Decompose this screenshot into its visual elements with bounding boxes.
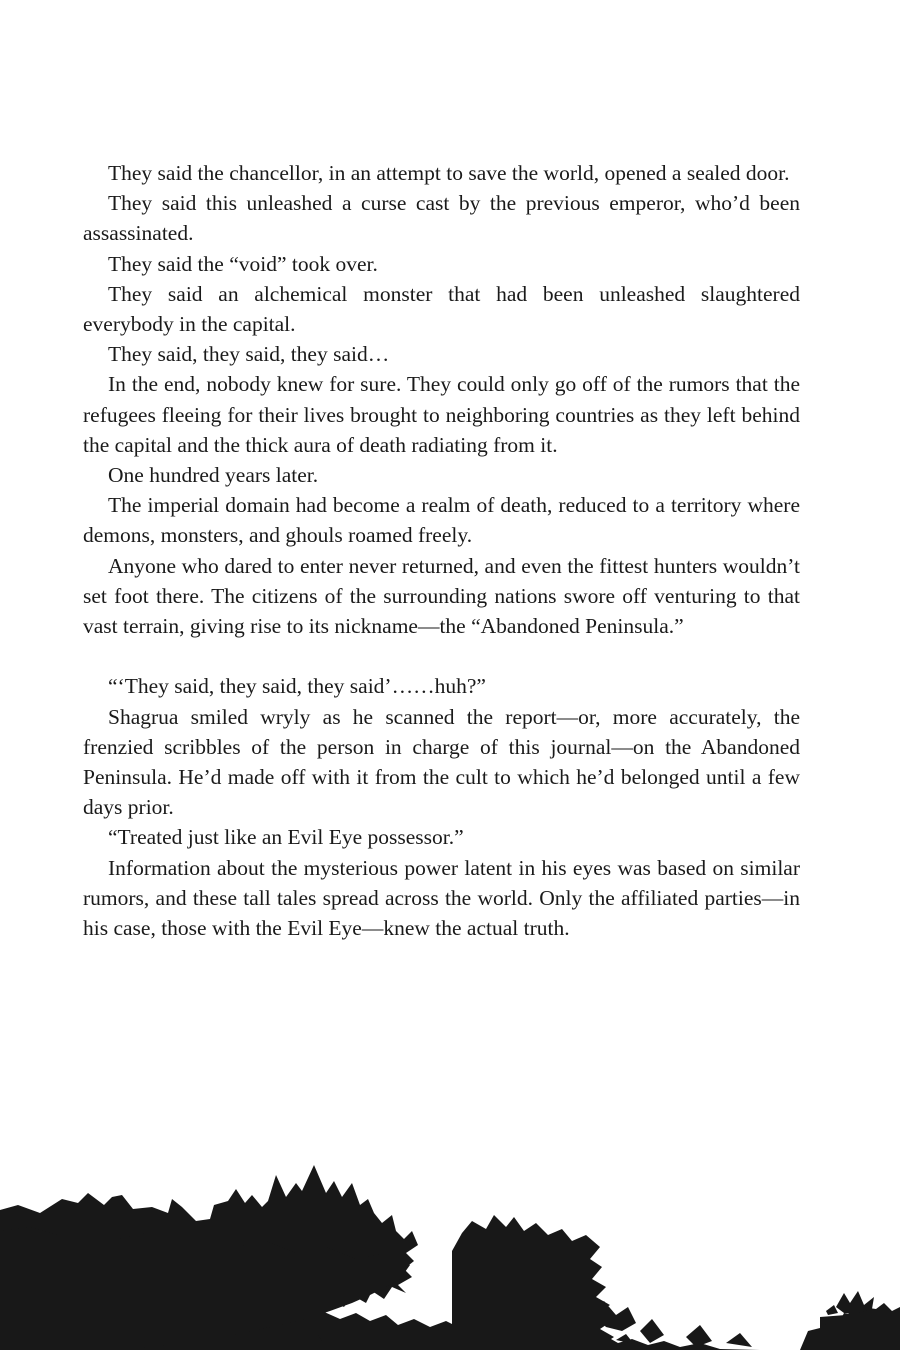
- page-body-text: [83, 158, 800, 943]
- paragraph: They said, they said, they said…: [108, 342, 390, 367]
- section-break: [83, 641, 800, 671]
- ruined-landscape-silhouette-icon: [0, 1135, 900, 1350]
- paragraph: They said the chancellor, in an attempt to save the world, opened a sealed door.: [108, 161, 790, 185]
- paragraph: Anyone who dared to enter never returned, and even the fittest hunters wouldn’t set foot there. The citizens of the surrounding nations swore off venturing to that vast terrain, giving rise to its nickname—the “Abandoned Peninsula.”: [83, 553, 800, 639]
- paragraph: They said an alchemical monster that had been unleashed slaughtered everybody in the capital.: [83, 281, 800, 337]
- paragraph: They said this unleashed a curse cast by the previous emperor, who’d been assassinated.: [83, 191, 800, 246]
- paragraph: “Treated just like an Evil Eye possessor.”: [108, 825, 464, 850]
- paragraph: “‘They said, they said, they said’……huh?”: [108, 674, 486, 699]
- paragraph: Information about the mysterious power latent in his eyes was based on similar rumors, and these tall tales spread across the world. Only the affiliated parties—in his case, those with the Evil Eye—knew the actual truth.: [83, 855, 800, 941]
- paragraph: The imperial domain had become a realm of death, reduced to a territory where demons, monsters, and ghouls roamed freely.: [83, 493, 800, 548]
- paragraph: In the end, nobody knew for sure. They could only go off of the rumors that the refugees fleeing for their lives brought to neighboring countries as they left behind the capital and the thick aura of death radiating from it.: [83, 372, 800, 457]
- paragraph: Shagrua smiled wryly as he scanned the report—or, more accurately, the frenzied scribbles of the person in charge of this journal—on the Abandoned Peninsula. He’d made off with it from the cult to which he’d belonged until a few days prior.: [83, 704, 800, 820]
- paragraph: They said the “void” took over.: [108, 251, 378, 276]
- paragraph: One hundred years later.: [108, 463, 319, 488]
